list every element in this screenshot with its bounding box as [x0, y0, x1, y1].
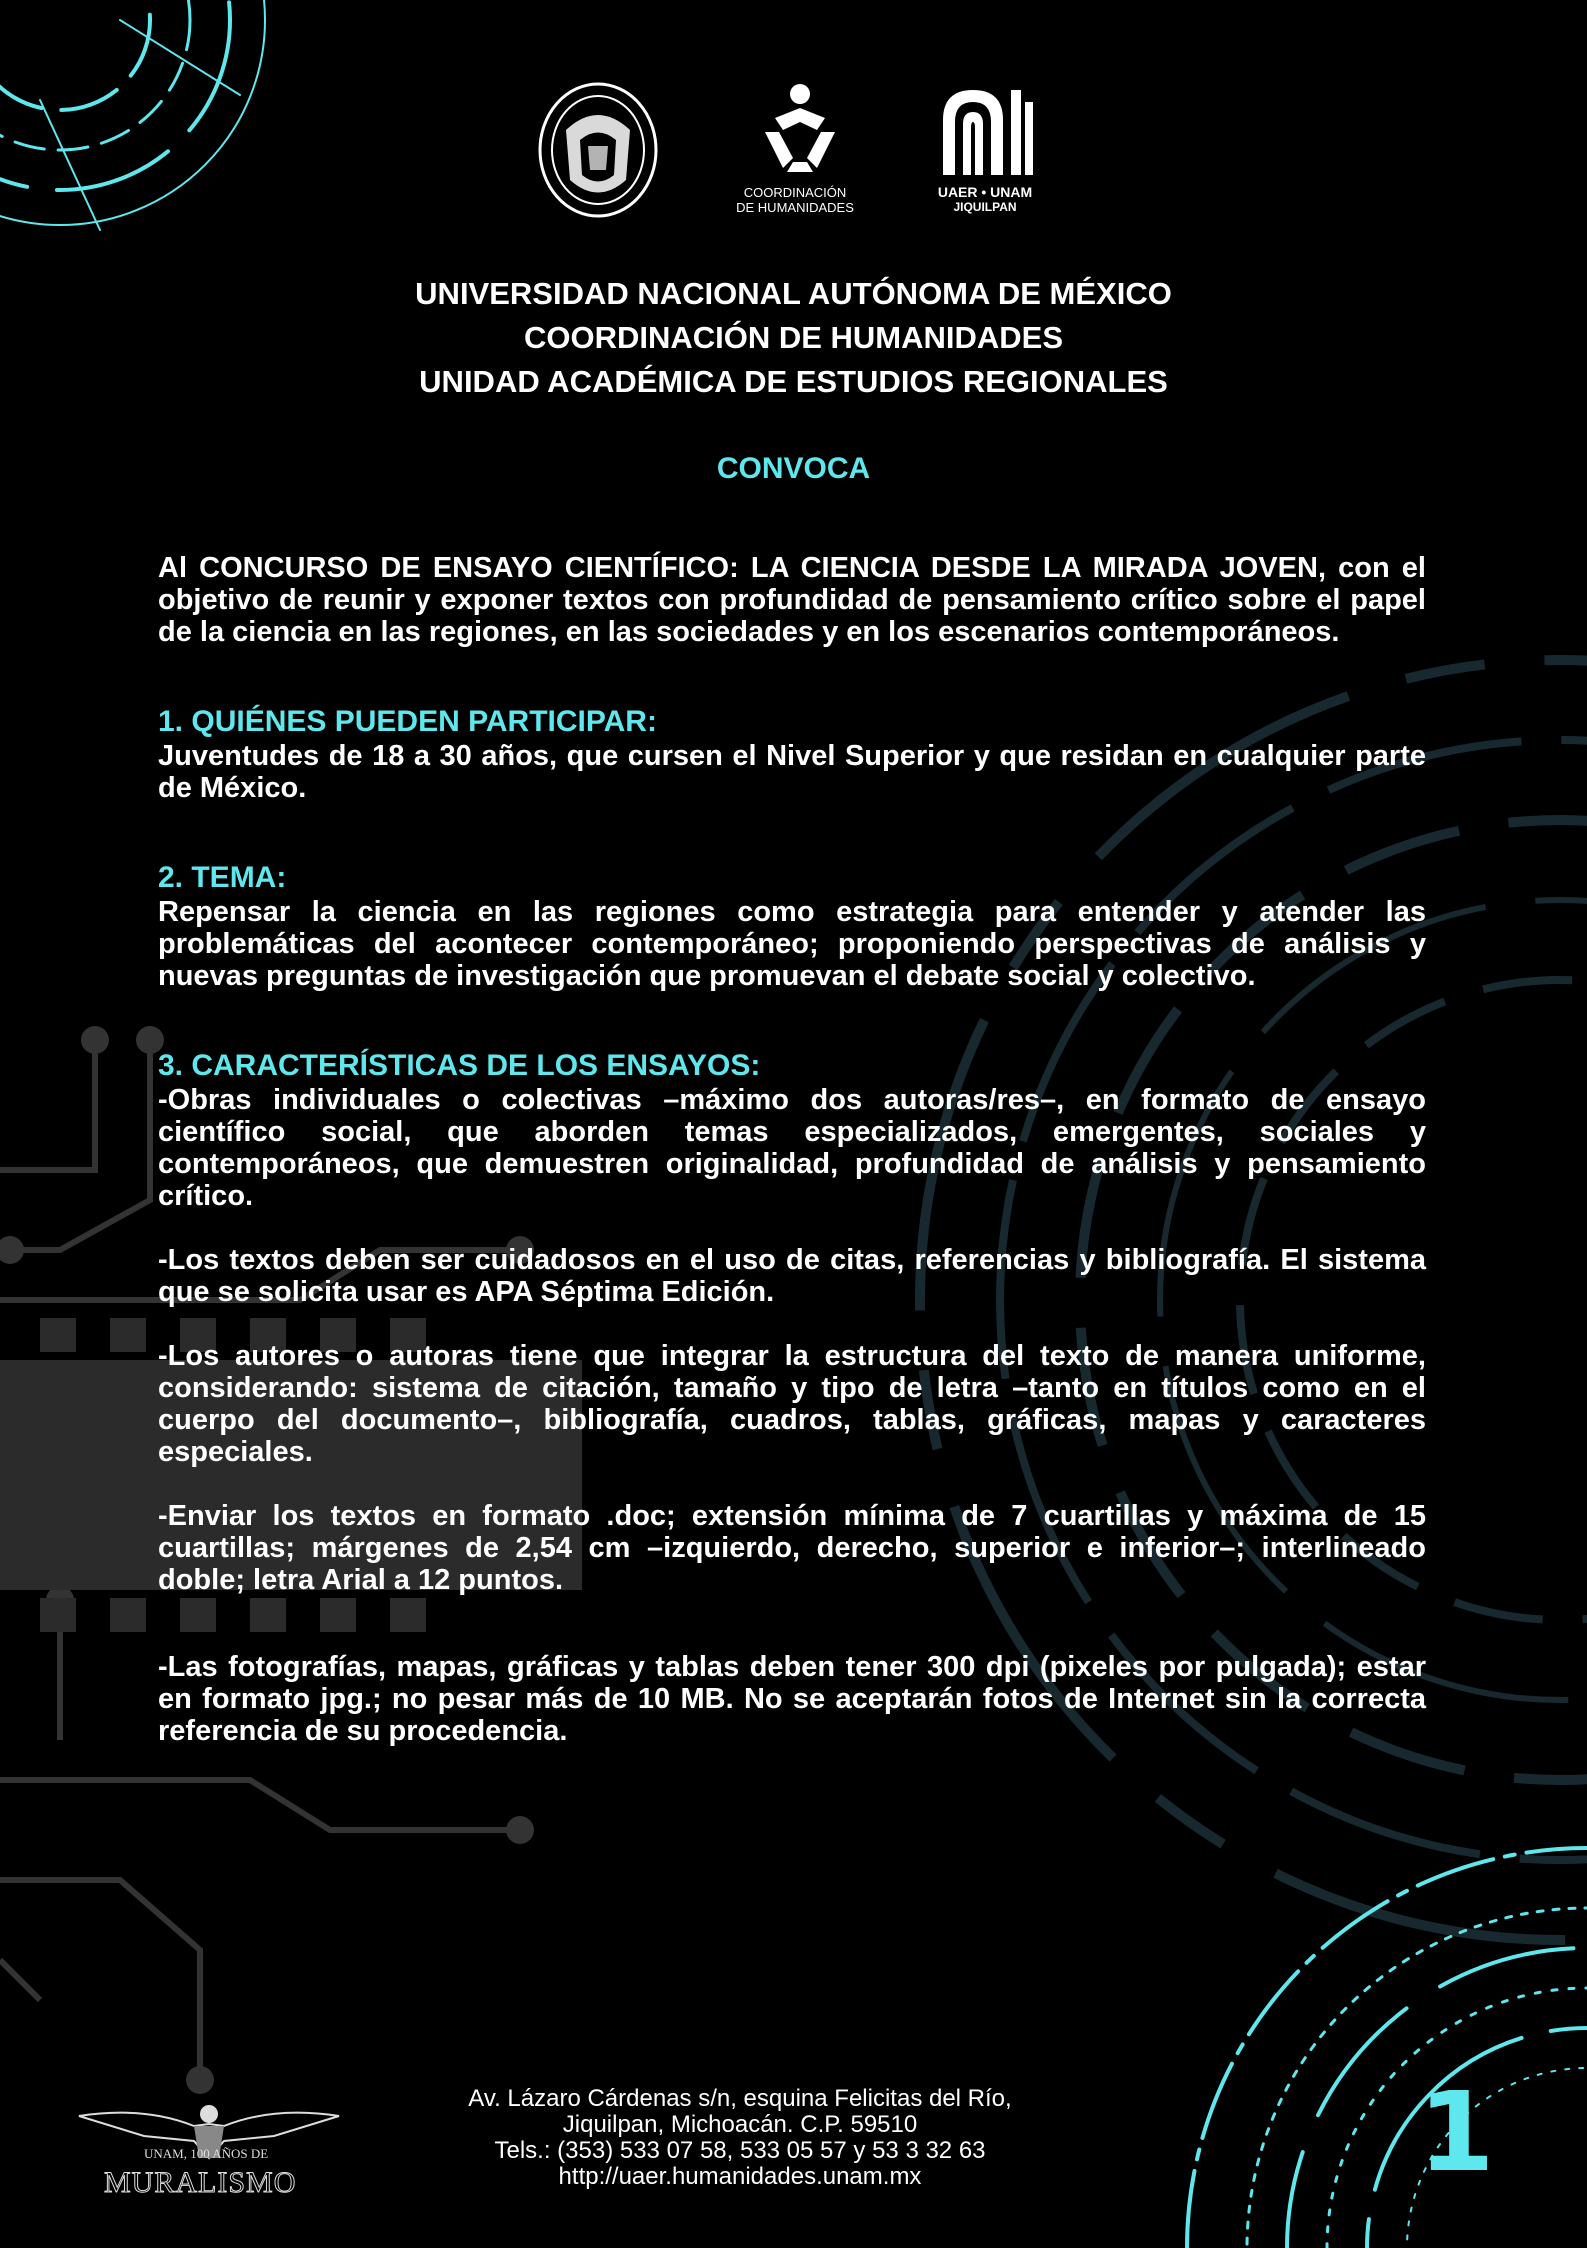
section-3-title: 3. CARACTERÍSTICAS DE LOS ENSAYOS: [158, 1049, 761, 1082]
convoca-title: CONVOCA [716, 452, 871, 485]
header-line-3: UNIDAD ACADÉMICA DE ESTUDIOS REGIONALES [419, 364, 1168, 399]
section-2-text: Repensar la ciencia en las regiones como estrategia para entender y atender las problemáticas del acontecer contemporáneo; proponiendo perspectivas de análisis y nuevas preguntas de investigación que promuevan el debate social y colectivo. [158, 896, 1426, 992]
coordinacion-logo [735, 80, 855, 215]
main-content [158, 552, 1426, 1747]
coordinacion-logo-line2: DE HUMANIDADES [736, 200, 854, 215]
section-1-title: 1. QUIÉNES PUEDEN PARTICIPAR: [158, 705, 657, 738]
muralismo-logo [74, 2096, 344, 2206]
section-1-text: Juventudes de 18 a 30 años, que cursen el Nivel Superior y que residan en cualquier parte de México. [158, 740, 1426, 804]
coordinacion-logo-line1: COORDINACIÓN [743, 185, 847, 200]
uaer-logo-line1: UAER • UNAM [937, 184, 1033, 200]
section-3-paragraph-1: -Obras individuales o colectivas –máximo dos autoras/res–, en formato de ensayo científico social, que aborden temas especializados, emergentes, sociales y contemporáneos, que demuestren originalidad, profundidad de análisis y pensamiento crítico. [158, 1084, 1426, 1212]
bottom-right-arcs-decoration [1187, 1848, 1587, 2248]
muralismo-bottom-text: MURALISMO [104, 2166, 297, 2199]
footer-address [400, 2086, 1080, 2190]
section-3-paragraph-3: -Los autores o autoras tiene que integrar la estructura del texto de manera uniforme, considerando: sistema de citación, tamaño y tipo de letra –tanto en títulos como en el cuerpo del documento–, bibliografía, cuadros, tablas, gráficas, mapas y caracteres especiales. [158, 1340, 1426, 1468]
footer-line-3: Tels.: (353) 533 07 58, 533 05 57 y 53 3 32 63 [494, 2137, 986, 2164]
footer-line-2: Jiquilpan, Michoacán. C.P. 59510 [562, 2111, 918, 2138]
coordinacion-symbol-icon [745, 80, 845, 180]
uaer-logo-line2: JIQUILPAN [953, 200, 1017, 214]
logo-row [0, 80, 1587, 230]
footer-line-1: Av. Lázaro Cárdenas s/n, esquina Felicitas del Río, [468, 2085, 1012, 2112]
institution-header [0, 272, 1587, 404]
page-number: 1 [1418, 2068, 1495, 2196]
section-3-paragraph-2: -Los textos deben ser cuidadosos en el uso de citas, referencias y bibliografía. El sistema que se solicita usar es APA Séptima Edición. [158, 1244, 1426, 1308]
intro-paragraph: Al CONCURSO DE ENSAYO CIENTÍFICO: LA CIENCIA DESDE LA MIRADA JOVEN, con el objetivo de reunir y exponer textos con profundidad de pensamiento crítico sobre el papel de la ciencia en las regiones, en las sociedades y en los escenarios contemporáneos. [158, 552, 1426, 648]
section-2-title: 2. TEMA: [158, 861, 287, 894]
header-line-2: COORDINACIÓN DE HUMANIDADES [523, 320, 1064, 355]
uaer-symbol-icon [935, 80, 1035, 180]
uaer-logo [930, 80, 1040, 214]
footer-website-link[interactable]: http://uaer.humanidades.unam.mx [558, 2163, 922, 2190]
section-3-paragraph-5: -Las fotografías, mapas, gráficas y tablas deben tener 300 dpi (pixeles por pulgada); estar en formato jpg.; no pesar más de 10 MB. No se aceptarán fotos de Internet sin la correcta referencia de su procedencia. [158, 1651, 1426, 1747]
header-line-1: UNIVERSIDAD NACIONAL AUTÓNOMA DE MÉXICO [415, 276, 1172, 311]
section-3-paragraph-4: -Enviar los textos en formato .doc; extensión mínima de 7 cuartillas y máxima de 15 cuartillas; márgenes de 2,54 cm –izquierdo, derecho, superior e inferior–; interlineado doble; letra Arial a 12 puntos. [158, 1500, 1426, 1596]
unam-crest-logo [536, 80, 660, 220]
muralismo-top-text: UNAM, 100 AÑOS DE [144, 2146, 269, 2161]
